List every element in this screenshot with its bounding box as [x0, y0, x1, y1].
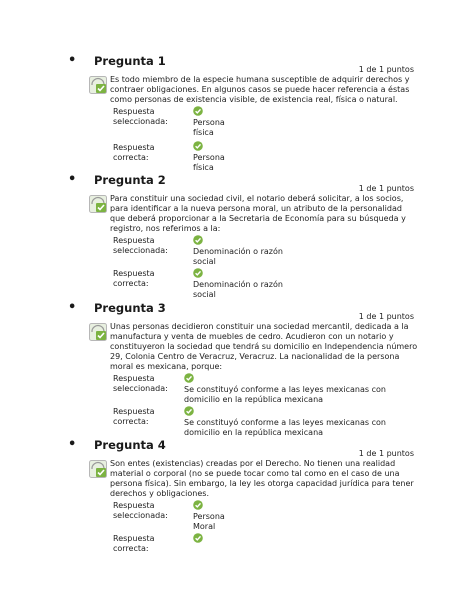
question-correct-icon	[89, 460, 107, 478]
check-icon	[184, 373, 194, 383]
question-text: Para constituir una sociedad civil, el notario deberá solicitar, a los socios, para identificar a la nueva persona moral, un atributo de la personalidad que deberá proporcionar a la Secretaria de Economía para su búsqueda y registro, nos referimos a la:	[110, 194, 406, 233]
bullet: •	[68, 172, 77, 187]
question-points: 1 de 1 puntos	[358, 184, 414, 193]
selected-answer-label: Respuesta seleccionada:	[113, 236, 168, 255]
question-points: 1 de 1 puntos	[358, 312, 414, 321]
bullet: •	[68, 300, 77, 315]
correct-answer-label: Respuesta correcta:	[113, 407, 155, 426]
question-correct-icon	[89, 323, 107, 341]
check-icon	[193, 141, 203, 151]
selected-answer-text: Denominación o razón social	[193, 247, 283, 266]
question-title: Pregunta 3	[94, 301, 166, 315]
question-title: Pregunta 2	[94, 173, 166, 187]
correct-answer	[184, 406, 399, 438]
selected-answer-label: Respuesta seleccionada:	[113, 374, 168, 393]
correct-answer-text: Persona física	[193, 153, 225, 172]
check-icon	[193, 106, 203, 116]
selected-answer	[193, 500, 243, 532]
question-text: Es todo miembro de la especie humana susceptible de adquirir derechos y contraer obligaciones. En algunos casos se puede hacer referencia a éstas como personas de existencia visible, de existencia real, física o natural.	[110, 75, 410, 104]
check-icon	[193, 268, 203, 278]
correct-answer-label: Respuesta correcta:	[113, 269, 155, 288]
correct-answer-label: Respuesta correcta:	[113, 143, 155, 162]
selected-answer	[193, 235, 293, 267]
check-icon	[193, 235, 203, 245]
question-points: 1 de 1 puntos	[358, 65, 414, 74]
question-title: Pregunta 4	[94, 438, 166, 452]
question-text: Unas personas decidieron constituir una sociedad mercantil, dedicada a la manufactura y venta de muebles de cedro. Acudieron con un notario y constituyeron la sociedad que tendrá su domicilio en Independencia número 29, Colonia Centro de Veracruz, Veracruz. La nacionalidad de la persona moral es mexicana, porque:	[110, 322, 418, 371]
bullet: •	[68, 437, 77, 452]
correct-answer	[193, 141, 243, 173]
selected-answer-label: Respuesta seleccionada:	[113, 107, 168, 126]
selected-answer	[184, 373, 399, 405]
correct-answer	[193, 268, 293, 300]
question-title: Pregunta 1	[94, 54, 166, 68]
correct-answer-text: Se constituyó conforme a las leyes mexicanas con domicilio en la república mexicana	[184, 418, 386, 437]
bullet: •	[68, 53, 77, 68]
selected-answer	[193, 106, 243, 138]
correct-answer	[193, 533, 243, 545]
selected-answer-text: Persona física	[193, 118, 225, 137]
selected-answer-text: Persona Moral	[193, 512, 225, 531]
check-icon	[184, 406, 194, 416]
selected-answer-label: Respuesta seleccionada:	[113, 501, 168, 520]
question-text: Son entes (existencias) creadas por el Derecho. No tienen una realidad material o corporal (no se puede tocar como tal como en el caso de una persona física). Sin embargo, la ley les otorga capacidad jurídica para tener derechos y obligaciones.	[110, 459, 414, 498]
correct-answer-text: Denominación o razón social	[193, 280, 283, 299]
check-icon	[193, 500, 203, 510]
question-points: 1 de 1 puntos	[358, 449, 414, 458]
selected-answer-text: Se constituyó conforme a las leyes mexicanas con domicilio en la república mexicana	[184, 385, 386, 404]
check-icon	[193, 533, 203, 543]
correct-answer-label: Respuesta correcta:	[113, 534, 155, 553]
question-correct-icon	[89, 76, 107, 94]
question-correct-icon	[89, 195, 107, 213]
